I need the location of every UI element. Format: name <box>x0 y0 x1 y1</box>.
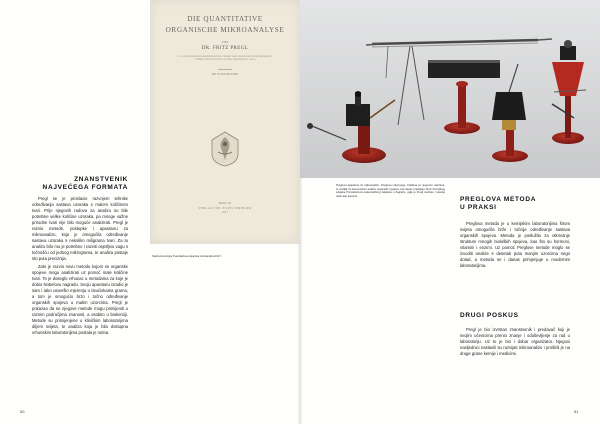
apparatus-illustration-icon <box>300 0 600 178</box>
left-page-number: 50 <box>20 409 25 414</box>
title-page-place: BERLIN <box>218 202 232 205</box>
right-paragraph-1: Preglova metoda je u kemijskim laboratorijima širom svijeta omogućila brže i točnije određivanje sastava organskih spojeva. Metoda je poslužila za otkrivanje strukture mnogih bioloških spojeva, kao što su hormoni, vitamini i enzimi. Uz pomoć Preglove metode moglo se izvoditi analize s desetak puta manjim uzorcima nego dotad, a metoda se i danas primjenjuje u modernim laboratorijima. <box>460 221 570 269</box>
publisher-emblem-icon <box>208 130 242 168</box>
title-page-photo <box>150 0 300 244</box>
title-page-rule <box>218 69 232 70</box>
title-line-1: DIE QUANTITATIVE <box>187 15 263 23</box>
title-page-author: DR. FRITZ PREGL <box>201 46 249 51</box>
left-paragraph-1: Pregl se je proslavio razvojem tehnike određivanja sastava uzoraka s malom količinom tvari. Prije njegovih radova za analizu su bile potrebne velike količine uzoraka, pa mnoge važne prirodne tvari nije bilo moguće analizirati. Pregl je razvio metode, postupke i aparaturu za mikroanalizu, koja je omogućila određivanje sastava uzoraka s nekoliko miligrama tvari. Za tu analizu bilo mu je potrebno i razviti osjetljivu vagu s točnošću od jednog mikrograma, te analiza postaje sto puta preciznija. <box>32 196 128 262</box>
apparatus-photo <box>300 0 600 178</box>
title-page-year: 1917 <box>221 211 229 215</box>
title-page-title <box>150 14 300 36</box>
left-heading-line-2: NAJVEĆEGA FORMATA <box>42 184 128 191</box>
title-page-von: VON <box>221 40 229 44</box>
title-photo-caption: Naslovnica knjige Kvantitativna organska mikroanaliza 1917. <box>152 255 222 258</box>
title-page-affiliation: O. Ö. PROFESSOR DER MEDIZINISCHEN CHEMIE UND VORSTAND DES MEDIZINISCH-CHEMISCHEN INSTITUTS AN DER UNIVERSITÄT GRAZ <box>177 55 273 62</box>
right-heading-1-line-1: PREGLOVA METODA <box>460 196 537 203</box>
left-body-text <box>32 196 128 337</box>
right-heading-2: DRUGI POSKUS <box>460 312 519 319</box>
right-heading-1-line-2: U PRAKSI <box>460 204 497 211</box>
apparatus-photo-caption: Preglova aparatura za mikroanalizu. Preglova mikrovaga, izrađena po njegovim nacrtima, te uređaji za elementarnu analizu organskih spojeva, koji danas pripadaju zbirci Kemijskog odsjeka Prirodoslovno-matematičkog fakulteta u Zagrebu, gdje je Pregl studirao i kasnije radio kao asistent. <box>336 184 445 198</box>
right-heading-1 <box>460 196 570 212</box>
right-body-text-1 <box>460 221 570 269</box>
title-page-imprint <box>150 202 300 216</box>
right-paragraph-2: Pregl je bio izvrstan znanstvenik i predavač koji je svojim učenicima prenio znanje i oduševljenje za rad u laboratoriju. Uz to je bio i dobar organizator. Njegovi nasljednici nastavili su razvijati mikroanalizu i proširili je na druge grane kemije i medicine. <box>460 327 570 357</box>
right-page-number: 51 <box>574 409 579 414</box>
title-page-publisher: VERLAG VON JULIUS SPRINGER <box>198 206 252 210</box>
right-body-text-2 <box>460 327 570 357</box>
title-page-figures: MIT 38 TEXTFIGUREN <box>211 73 239 76</box>
left-paragraph-2: Zato je razvio novu metodu kojom se organske spojeve mogu analizirati uz pomoć male količine tvari. To je doseglo vrhunac u metodama za koje je dobio Nobelovu nagradu. Svoju aparaturu izradio je sam i tako usavršio mjerenja u tisućinkama grama, a tom je omogućio brzo i točno određivanje organskih spojeva u malim uzorcima. Pregl je pokazao da se njegove metode mogu primijeniti u raznim područjima znanosti, a osobito u biokemiji. Metode su primijenjene u kliničkim laboratorijima diljem svijeta, te analiza koja je bila dostupna vrhunskim laboratorijima postala je rutina. <box>32 263 128 336</box>
left-heading-line-1: ZNANSTVENIK <box>74 176 128 183</box>
title-line-2: ORGANISCHE MIKROANALYSE <box>165 26 285 34</box>
left-heading <box>32 176 128 192</box>
